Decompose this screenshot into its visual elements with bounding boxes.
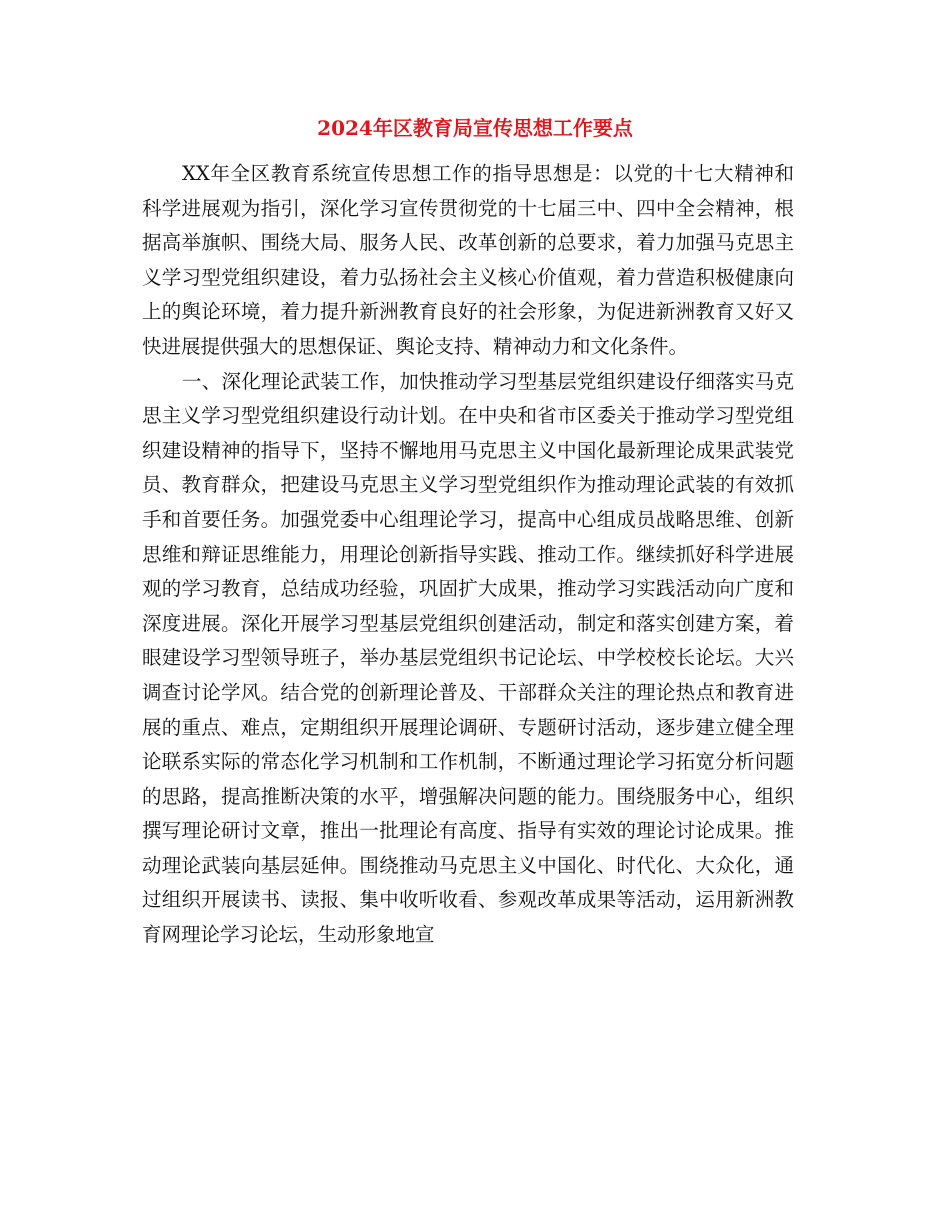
document-body [142, 157, 794, 953]
paragraph-section-one: 一、深化理论武装工作，加快推动学习型基层党组织建设仔细落实马克思主义学习型党组织建设行动计划。在中央和省市区委关于推动学习型党组织建设精神的指导下，坚持不懈地用马克思主义中国化最新理论成果武装党员、教育群众，把建设马克思主义学习型党组织作为推动理论武装的有效抓手和首要任务。加强党委中心组理论学习，提高中心组成员战略思维、创新思维和辩证思维能力，用理论创新指导实践、推动工作。继续抓好科学进展观的学习教育，总结成功经验，巩固扩大成果，推动学习实践活动向广度和深度进展。深化开展学习型基层党组织创建活动，制定和落实创建方案，着眼建设学习型领导班子，举办基层党组织书记论坛、中学校校长论坛。大兴调查讨论学风。结合党的创新理论普及、干部群众关注的理论热点和教育进展的重点、难点，定期组织开展理论调研、专题研讨活动，逐步建立健全理论联系实际的常态化学习机制和工作机制，不断通过理论学习拓宽分析问题的思路，提高推断决策的水平，增强解决问题的能力。围绕服务中心，组织撰写理论研讨文章，推出一批理论有高度、指导有实效的理论讨论成果。推动理论武装向基层延伸。围绕推动马克思主义中国化、时代化、大众化，通过组织开展读书、读报、集中收听收看、参观改革成果等活动，运用新洲教育网理论学习论坛，生动形象地宣 [142, 369, 794, 947]
paragraph-guiding-ideology: XX年全区教育系统宣传思想工作的指导思想是：以党的十七大精神和科学进展观为指引，深化学习宣传贯彻党的十七届三中、四中全会精神，根据高举旗帜、围绕大局、服务人民、改革创新的总要求，着力加强马克思主义学习型党组织建设，着力弘扬社会主义核心价值观，着力营造积极健康向上的舆论环境，着力提升新洲教育良好的社会形象，为促进新洲教育又好又快进展提供强大的思想保证、舆论支持、精神动力和文化条件。 [142, 162, 794, 358]
document-title: 2024年区教育局宣传思想工作要点 [317, 116, 633, 140]
